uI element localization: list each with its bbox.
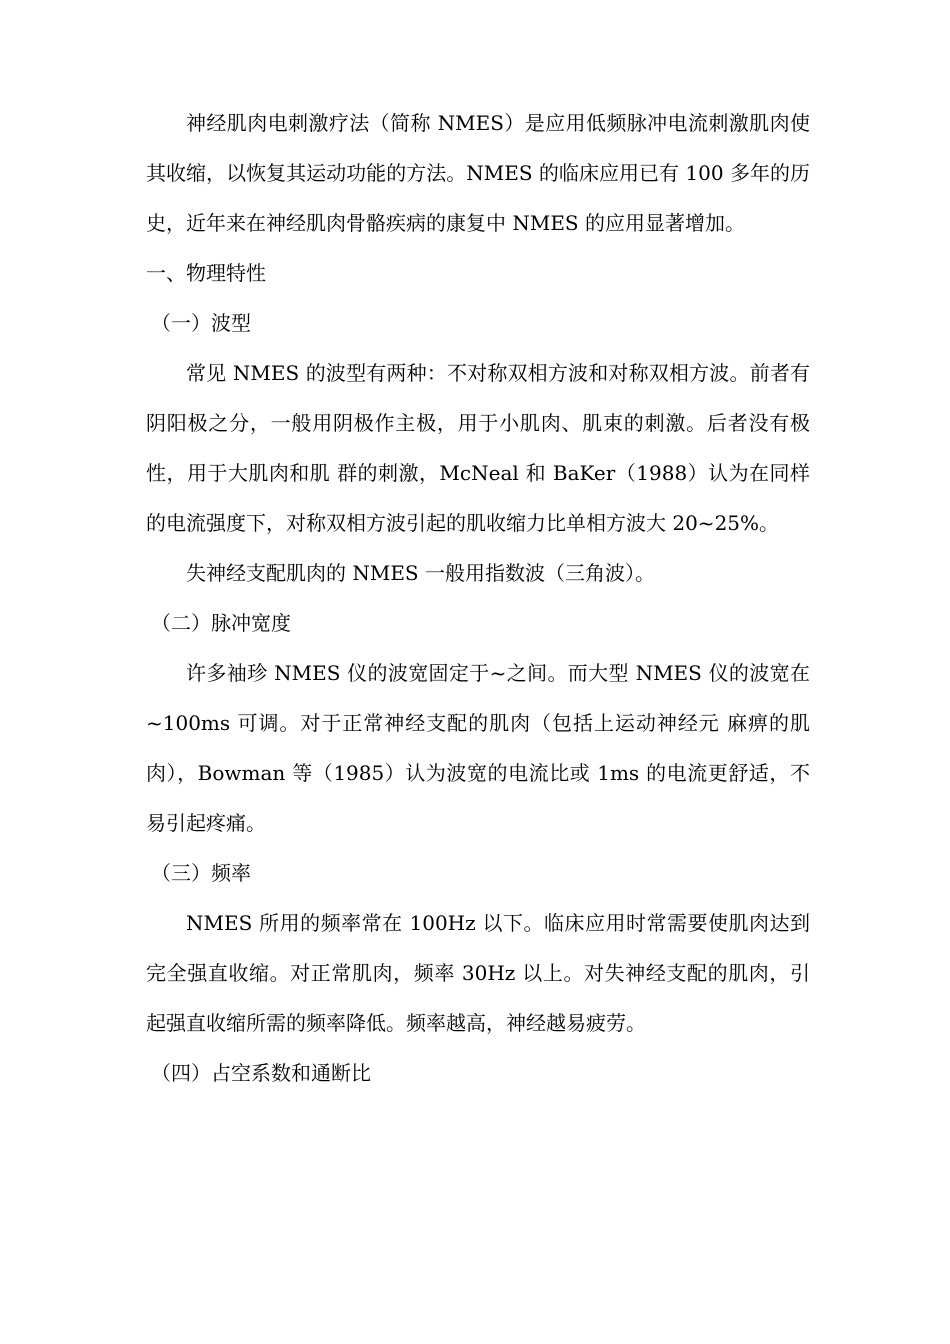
subsection-heading-waveform: （一）波型 (151, 311, 251, 335)
denervated-muscle-paragraph: 失神经支配肌肉的 NMES 一般用指数波（三角波）。 (186, 561, 655, 585)
document-body (146, 98, 810, 1098)
intro-paragraph: 神经肌肉电刺激疗法（简称 NMES）是应用低频脉冲电流刺激肌肉使其收缩，以恢复其运动功能的方法。NMES 的临床应用已有 100 多年的历史，近年来在神经肌肉骨骼疾病的康复中 NMES 的应用显著增加。 (146, 111, 810, 235)
waveform-paragraph: 常见 NMES 的波型有两种：不对称双相方波和对称双相方波。前者有阴阳极之分，一般用阴极作主极，用于小肌肉、肌束的刺激。后者没有极性，用于大肌肉和肌 群的刺激，McNeal 和 BaKer（1988）认为在同样的电流强度下，对称双相方波引起的肌收缩力比单相方波大 20~25%。 (146, 361, 810, 535)
frequency-paragraph: NMES 所用的频率常在 100Hz 以下。临床应用时常需要使肌肉达到完全强直收缩。对正常肌肉，频率 30Hz 以上。对失神经支配的肌肉，引起强直收缩所需的频率降低。频率越高，神经越易疲劳。 (146, 911, 810, 1035)
subsection-heading-pulse-width: （二）脉冲宽度 (151, 611, 291, 635)
pulse-width-paragraph: 许多袖珍 NMES 仪的波宽固定于~之间。而大型 NMES 仪的波宽在~100ms 可调。对于正常神经支配的肌肉（包括上运动神经元 麻痹的肌肉），Bowman 等（1985）认为波宽的电流比或 1ms 的电流更舒适，不易引起疼痛。 (146, 661, 810, 835)
section-heading-physical-properties: 一、物理特性 (146, 261, 266, 285)
subsection-heading-frequency: （三）频率 (151, 861, 251, 885)
subsection-heading-duty-cycle: （四）占空系数和通断比 (151, 1061, 371, 1085)
